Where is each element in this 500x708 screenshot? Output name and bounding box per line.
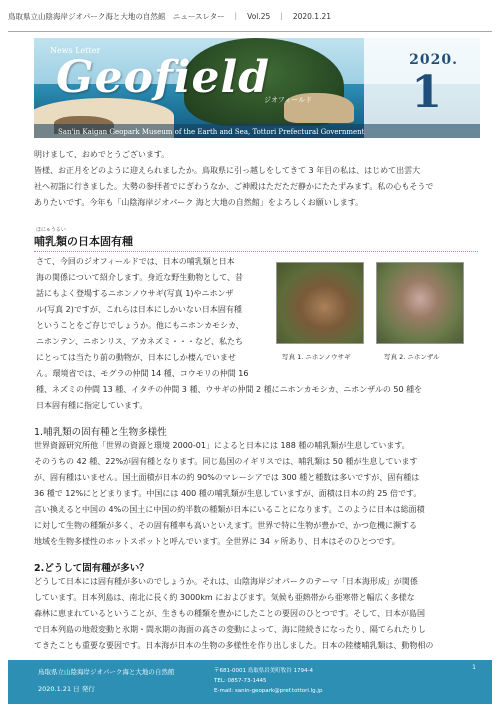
photo-caption-hare: 写真 1. ニホンノウサギ xyxy=(282,353,351,361)
body-line: 世界資源研究所他「世界の資源と環境 2000-01」によると日本には 188 種の哺乳類が生息しています。 xyxy=(34,441,410,450)
photo-japanese-macaque xyxy=(376,262,464,344)
newsletter-label: News Letter xyxy=(50,46,101,55)
body-line: さて、今回のジオフィールドでは、日本の哺乳類と日本 xyxy=(36,257,235,266)
body-line: 地域を生物多様性のホットスポットと呼んでいます。全世界に 34 ヶ所あり、日本はそのひとつです。 xyxy=(34,537,400,546)
body-line: 海の関係について紹介します。身近な野生動物として、昔 xyxy=(36,273,244,282)
body-line: 36 種で 12%にとどまります。中国には 400 種の哺乳類が生息していますが、面積は日本の約 25 倍です。 xyxy=(34,489,422,498)
body-line: で日本列島の地殻変動と氷期・間氷期の海面の高さの変動によって、海に陸続きになったり、隔てられたりし xyxy=(34,625,426,634)
section-heading-why-endemic: 2.どうして固有種が多い？ xyxy=(34,563,149,574)
body-line: ル(写真 2)ですが、これらは日本にしかいない日本固有種 xyxy=(36,305,242,314)
footer-contact xyxy=(214,666,322,696)
photo-japanese-hare xyxy=(276,262,364,344)
greeting-paragraph xyxy=(34,147,478,211)
newsletter-banner xyxy=(34,38,480,138)
intro-paragraph xyxy=(36,254,276,366)
newsletter-title-kana: ジオフィールド xyxy=(264,96,313,104)
newsletter-title: Geofield xyxy=(56,52,271,103)
photo-caption-macaque: 写真 2. ニホンザル xyxy=(384,353,440,361)
footer-email: E-mail: sanin-geopark@pref.tottori.lg.jp xyxy=(214,688,323,694)
greeting-line: 社へ初詣に行きました。大勢の参拝者でにぎわうなか、ご神殿はただただ静かにたたずみます。私の心もそうで xyxy=(34,182,434,191)
body-line: にとっては当たり前の動物が、日本にしか棲んでいませ xyxy=(36,353,236,362)
issue-month: 1 xyxy=(411,67,442,118)
section-heading-biodiversity: 1.哺乳類の固有種と生物多様性 xyxy=(34,427,167,438)
body-line: そのうちの 42 種、22%が固有種となります。同じ島国のイギリスでは、哺乳類は 50 種が生息しています xyxy=(34,457,418,466)
body-line: どうして日本には固有種が多いのでしょうか。それは、山陰海岸ジオパークのテーマ「日本海形成」が関係 xyxy=(34,577,418,586)
body-line: 言い換えると中国の 4%の国土に中国の約半数の種類が日本にいることになります。このように日本は総面積 xyxy=(34,505,425,514)
body-line: ニホンテン、ニホンリス、アカネズミ・・・など、私たち xyxy=(36,337,243,346)
body-line: ん。環境省では、モグラの仲間 14 種、コウモリの仲間 16 xyxy=(36,369,249,378)
intro-paragraph-continued xyxy=(36,366,480,414)
footer-phone: TEL: 0857-73-1445 xyxy=(214,678,267,684)
footer-issue-date: 2020.1.21 日 発行 xyxy=(38,685,95,693)
footer-organization: 鳥取県立山陰海岸ジオパーク海と大地の自然館 xyxy=(38,668,175,676)
page-number: 1 xyxy=(472,664,476,671)
body-line: 話にもよく登場するニホンノウサギ(写真 1)やニホンザ xyxy=(36,289,234,298)
body-line: 日本固有種に指定しています。 xyxy=(36,401,148,410)
body-line: 種、ネズミの仲間 13 種、イタチの仲間 3 種、ウサギの仲間 2 種にニホンカモシカ、ニホンザルの 50 種を xyxy=(36,385,423,394)
body-line: ということをご存じでしょうか。他にもニホンカモシカ、 xyxy=(36,321,244,330)
issue-year: 2020. xyxy=(409,52,458,68)
footer-address: 〒681-0001 鳥取県岩美町牧谷 1794-4 xyxy=(214,668,313,674)
body-line: 森林に恵まれているということが、生きもの種類を豊かにしたことの要因のひとつです。そして、日本が島国 xyxy=(34,609,426,618)
why-endemic-paragraph xyxy=(34,574,478,654)
greeting-line: ありたいです。今年も「山陰海岸ジオパーク 海と大地の自然館」をよろしくお願いします。 xyxy=(34,198,364,207)
footer-bar xyxy=(8,660,492,704)
museum-name-english: San'in Kaigan Geopark Museum of the Earth and Sea, Tottori Prefectural Government xyxy=(58,128,365,136)
section-heading-endemic-mammals: 哺乳類の日本固有種 xyxy=(34,233,478,252)
body-line: てきたことも重要な要因です。日本海が日本の生物の多様性を作り出しました。日本の陸棲哺乳類は、動物相の xyxy=(34,641,434,650)
body-line: しています。日本列島は、南北に長く約 3000km におよびます。気候も亜熱帯から亜寒帯と幅広く多様な xyxy=(34,593,415,602)
masthead-line: 鳥取県立山陰海岸ジオパーク海と大地の自然館 ニュースレター ｜ Vol.25 ｜ 2020.1.21 xyxy=(8,8,492,32)
biodiversity-paragraph xyxy=(34,438,478,550)
greeting-line: 皆様、お正月をどのように迎えられましたか。鳥取県に引っ越しをしてきて 3 年目の私は、はじめて出雲大 xyxy=(34,166,421,175)
greeting-line: 明けまして、おめでとうございます。 xyxy=(34,150,170,159)
body-line: に対して生物の種類が多く、その固有種率も高いといえます。世界で特に生物が豊かで、かつ危機に瀕する xyxy=(34,521,418,530)
heading-ruby: ほにゅうるい xyxy=(36,227,66,233)
body-line: が、固有種はいません。国土面積が日本の約 90%のマレーシアでは 300 種と種数は多いですが、固有種は xyxy=(34,473,420,482)
